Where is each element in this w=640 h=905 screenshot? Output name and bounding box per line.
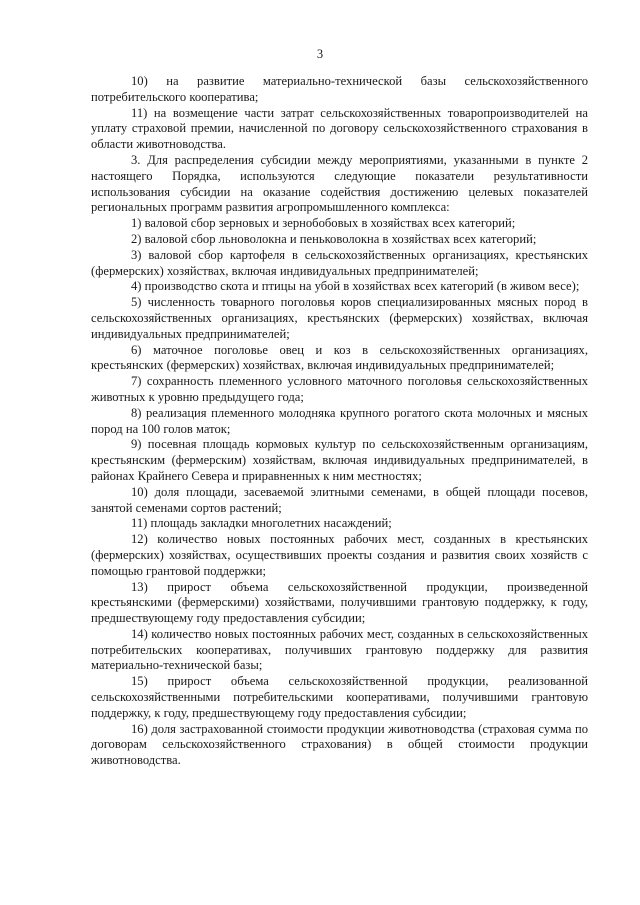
indicator-item-1: 1) валовой сбор зерновых и зернобобовых в хозяйствах всех категорий; bbox=[131, 216, 516, 231]
indicator-item-10: 10) доля площади, засеваемой элитными семенами, в общей площади посевов, занятой семенами сортов растений; bbox=[91, 484, 588, 515]
page-number: 3 bbox=[316, 47, 324, 61]
indicator-item-16: 16) доля застрахованной стоимости продукции животноводства (страховая сумма по договорам сельскохозяйственного страхования) в общей стоимости продукции животноводства. bbox=[91, 721, 588, 768]
indicator-item-3: 3) валовой сбор картофеля в сельскохозяйственных организациях, крестьянских (фермерских) хозяйствах, включая индивидуальных предпринимателей; bbox=[91, 247, 588, 278]
paragraph-section-3: 3. Для распределения субсидии между мероприятиями, указанными в пункте 2 настоящего Порядка, используются следующие показатели результативности использования субсидии на оказание содействия достижению целевых показателей региональных программ развития агропромышленного комплекса: bbox=[91, 152, 588, 215]
indicator-item-5: 5) численность товарного поголовья коров специализированных мясных пород в сельскохозяйственных организациях, крестьянских (фермерских) хозяйствах, включая индивидуальных предпринимателей; bbox=[91, 295, 588, 341]
indicator-item-15: 15) прирост объема сельскохозяйственной продукции, реализованной сельскохозяйственными потребительскими кооперативами, получившими грантовую поддержку, к году, предшествующему году предоставления субсидии; bbox=[91, 674, 588, 720]
paragraph-item-11: 11) на возмещение части затрат сельскохозяйственных товаропроизводителей на уплату страховой премии, начисленной по договору сельскохозяйственного страхования в области животноводства. bbox=[91, 105, 588, 152]
indicator-item-4: 4) производство скота и птицы на убой в хозяйствах всех категорий (в живом весе); bbox=[131, 279, 580, 294]
indicator-item-7: 7) сохранность племенного условного маточного поголовья сельскохозяйственных животных к уровню предыдущего года; bbox=[91, 374, 588, 404]
indicator-item-6: 6) маточное поголовье овец и коз в сельскохозяйственных организациях, крестьянских (фермерских) хозяйствах, включая индивидуальных предпринимателей; bbox=[91, 342, 588, 373]
indicator-item-12: 12) количество новых постоянных рабочих мест, созданных в крестьянских (фермерских) хозяйствах, осуществивших проекты создания и развития своих хозяйств с помощью грантовой поддержки; bbox=[91, 532, 588, 578]
indicator-item-13: 13) прирост объема сельскохозяйственной продукции, произведенной крестьянскими (фермерскими) хозяйствами, получившими грантовую поддержку, к году, предшествующему году предоставления субсидии; bbox=[91, 579, 588, 626]
indicator-item-8: 8) реализация племенного молодняка крупного рогатого скота молочных и мясных пород на 100 голов маток; bbox=[91, 405, 588, 436]
indicator-item-11: 11) площадь закладки многолетних насаждений; bbox=[131, 516, 392, 531]
paragraph-item-10: 10) на развитие материально-технической базы сельскохозяйственного потребительского кооператива; bbox=[91, 74, 588, 104]
indicator-item-14: 14) количество новых постоянных рабочих мест, созданных в сельскохозяйственных потребительских кооперативах, получивших грантовую поддержку для развития материально-технической базы; bbox=[91, 626, 588, 673]
document-body bbox=[91, 74, 588, 769]
indicator-item-9: 9) посевная площадь кормовых культур по сельскохозяйственным организациям, крестьянским (фермерским) хозяйствам, включая индивидуальных предпринимателей, в районах Крайнего Севера и приравненных к ним местностях; bbox=[91, 437, 588, 483]
indicator-item-2: 2) валовой сбор льноволокна и пеньковолокна в хозяйствах всех категорий; bbox=[131, 231, 537, 246]
